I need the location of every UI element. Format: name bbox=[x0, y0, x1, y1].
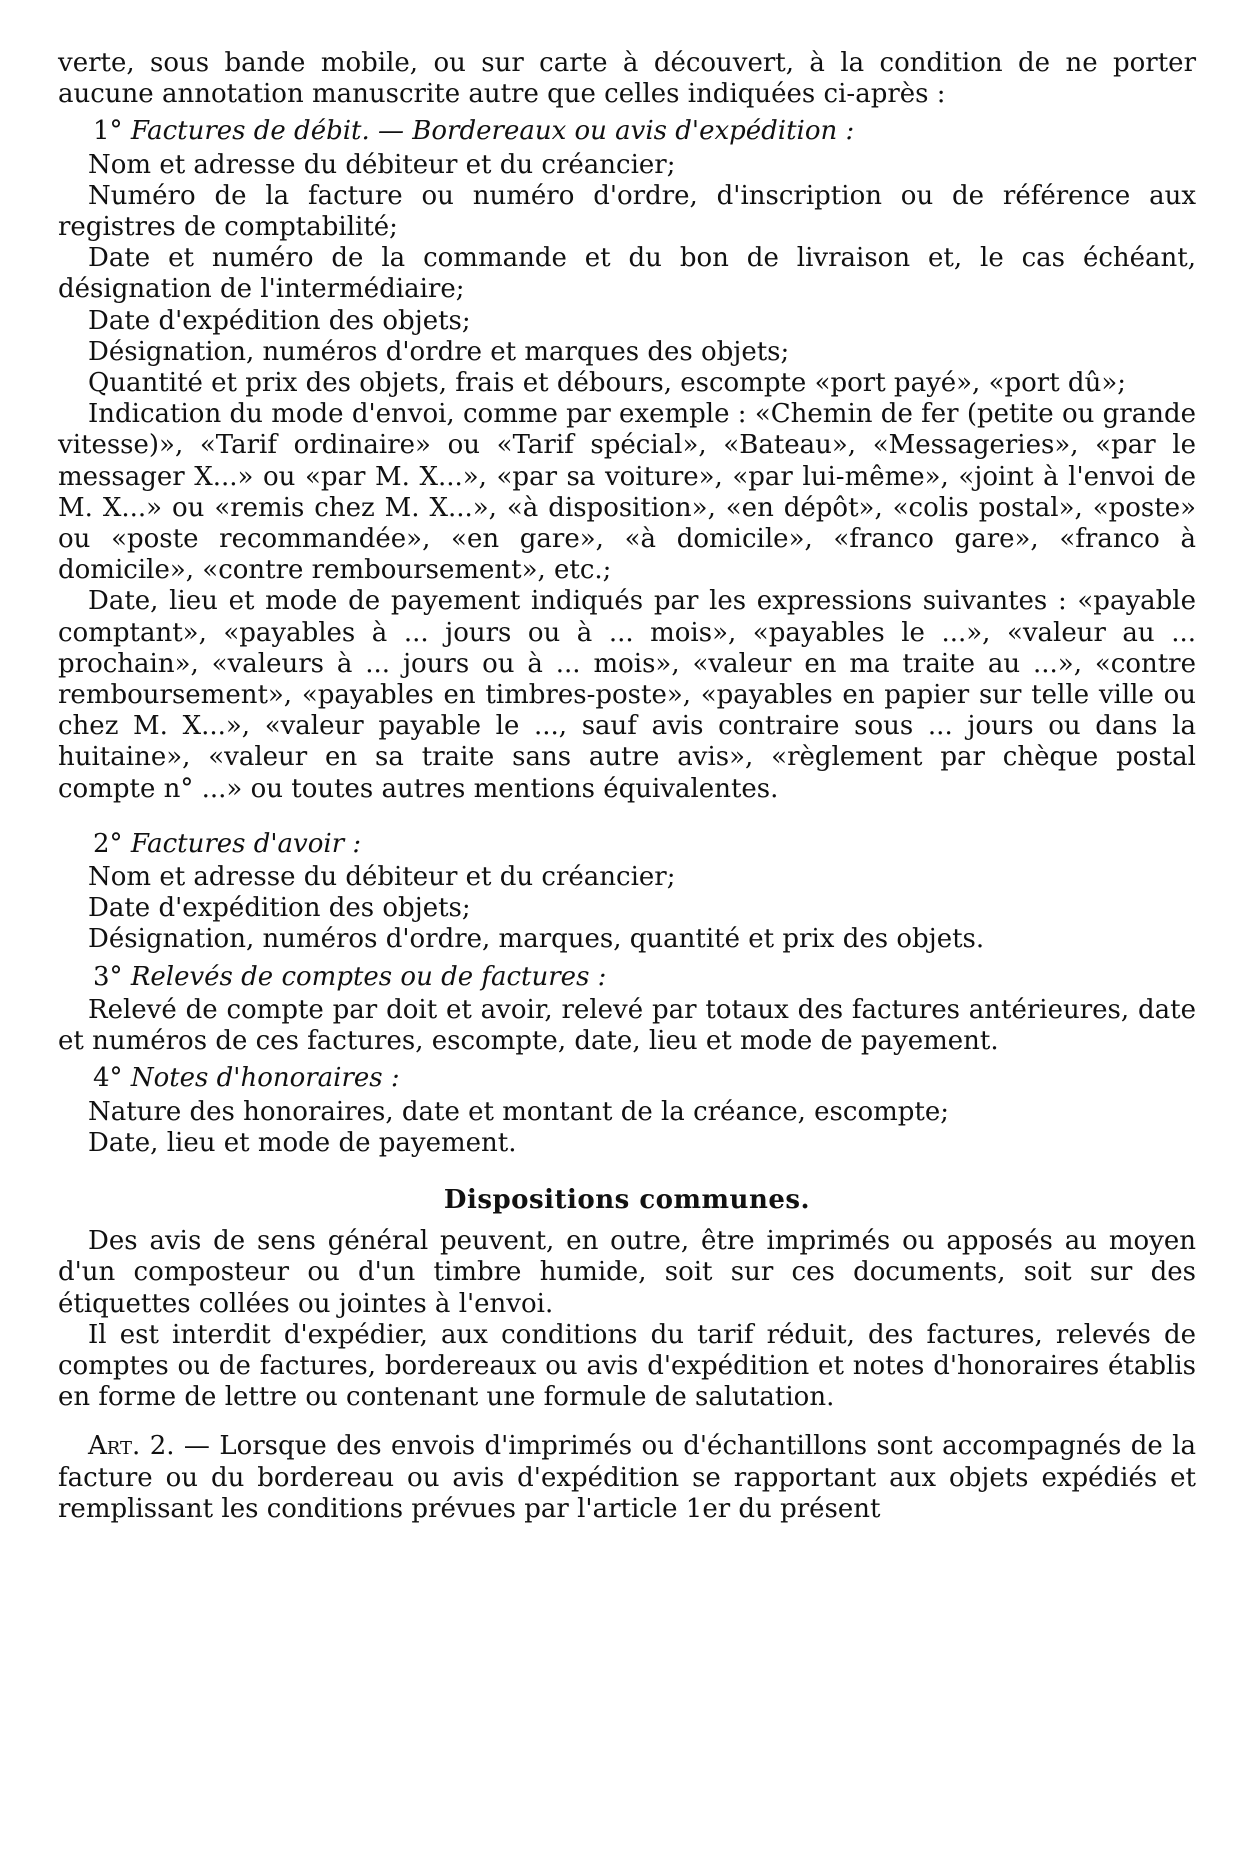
section-heading-common: Dispositions communes. bbox=[443, 1184, 811, 1215]
section-2-item: Nom et adresse du débiteur et du créancier; bbox=[88, 862, 676, 893]
section-3-title: Relevés de comptes ou de factures : bbox=[130, 961, 607, 992]
section-1-item: Indication du mode d'envoi, comme par exemple : «Chemin de fer (petite ou grande vitesse)», «Tarif ordinaire» ou «Tarif spécial», «Bateau», «Messageries», «par le messager X...» ou «par M. X...», «par sa voiture», «par lui-même», «joint à l'envoi de M. X...» ou «remis chez M. X...», «à disposition», «en dépôt», «colis postal», «poste» ou «poste recommandée», «en gare», «à domicile», «franco gare», «franco à domicile», «contre remboursement», etc.; bbox=[58, 399, 1196, 586]
spacer bbox=[58, 1413, 1196, 1431]
section-1-item: Quantité et prix des objets, frais et débours, escompte «port payé», «port dû»; bbox=[88, 368, 1126, 399]
section-4-item: Nature des honoraires, date et montant de la créance, escompte; bbox=[88, 1096, 950, 1127]
section-1-number: 1° bbox=[93, 116, 123, 147]
section-3-heading bbox=[58, 962, 1196, 993]
article-2-paragraph bbox=[58, 1431, 1196, 1525]
section-2-number: 2° bbox=[93, 828, 123, 859]
section-1-item: Désignation, numéros d'ordre et marques des objets; bbox=[88, 336, 790, 367]
article-2-text: — Lorsque des envois d'imprimés ou d'échantillons sont accompagnés de la facture ou du bordereau ou avis d'expédition se rapportant aux objets expédiés et remplissant les conditions prévues par l'article 1er du présent bbox=[58, 1431, 1196, 1524]
section-4-number: 4° bbox=[93, 1063, 123, 1094]
section-2-title: Factures d'avoir : bbox=[130, 828, 362, 859]
section-4-title: Notes d'honoraires : bbox=[130, 1063, 400, 1094]
spacer bbox=[58, 805, 1196, 823]
intro-paragraph: verte, sous bande mobile, ou sur carte à découvert, à la condition de ne porter aucune annotation manuscrite autre que celles indiquées ci-après : bbox=[58, 48, 1196, 110]
section-1-item: Numéro de la facture ou numéro d'ordre, d'inscription ou de référence aux registres de comptabilité; bbox=[58, 180, 1196, 243]
section-2-item: Date d'expédition des objets; bbox=[88, 893, 471, 924]
section-2-item: Désignation, numéros d'ordre, marques, quantité et prix des objets. bbox=[88, 924, 985, 955]
section-4-item: Date, lieu et mode de payement. bbox=[88, 1127, 517, 1158]
section-1-item: Date et numéro de la commande et du bon de livraison et, le cas échéant, désignation de l'intermédiaire; bbox=[58, 243, 1196, 305]
section-4-heading bbox=[58, 1063, 1196, 1094]
common-paragraph: Il est interdit d'expédier, aux conditions du tarif réduit, des factures, relevés de comptes ou de factures, bordereaux ou avis d'expédition et notes d'honoraires établis en forme de lettre ou contenant une formule de salutation. bbox=[58, 1319, 1196, 1413]
section-1-title: Factures de débit. — Bordereaux ou avis d'expédition : bbox=[130, 116, 855, 147]
section-1-heading bbox=[58, 116, 1196, 147]
section-1-item: Date, lieu et mode de payement indiqués par les expressions suivantes : «payable comptant», «payables à ... jours ou à ... mois», «payables le ...», «valeur au ... prochain», «valeurs à ... jours ou à ... mois», «valeur en ma traite au ...», «contre remboursement», «payables en timbres-poste», «payables en papier sur telle ville ou chez M. X...», «valeur payable le ..., sauf avis contraire sous ... jours ou dans la huitaine», «valeur en sa traite sans autre avis», «règlement par chèque postal compte n° ...» ou toutes autres mentions équivalentes. bbox=[58, 586, 1196, 804]
section-3-item: Relevé de compte par doit et avoir, relevé par totaux des factures antérieures, date et numéros de ces factures, escompte, date, lieu et mode de payement. bbox=[58, 994, 1196, 1057]
section-2-heading bbox=[58, 829, 1196, 860]
document-page bbox=[58, 48, 1196, 1525]
section-1-item: Nom et adresse du débiteur et du créancier; bbox=[88, 149, 676, 180]
common-paragraph: Des avis de sens général peuvent, en outre, être imprimés ou apposés au moyen d'un composteur ou d'un timbre humide, soit sur ces documents, soit sur des étiquettes collées ou jointes à l'envoi. bbox=[58, 1226, 1196, 1319]
section-1-item: Date d'expédition des objets; bbox=[88, 305, 471, 336]
article-2-label: Art. 2. bbox=[88, 1431, 175, 1462]
section-3-number: 3° bbox=[93, 961, 123, 992]
